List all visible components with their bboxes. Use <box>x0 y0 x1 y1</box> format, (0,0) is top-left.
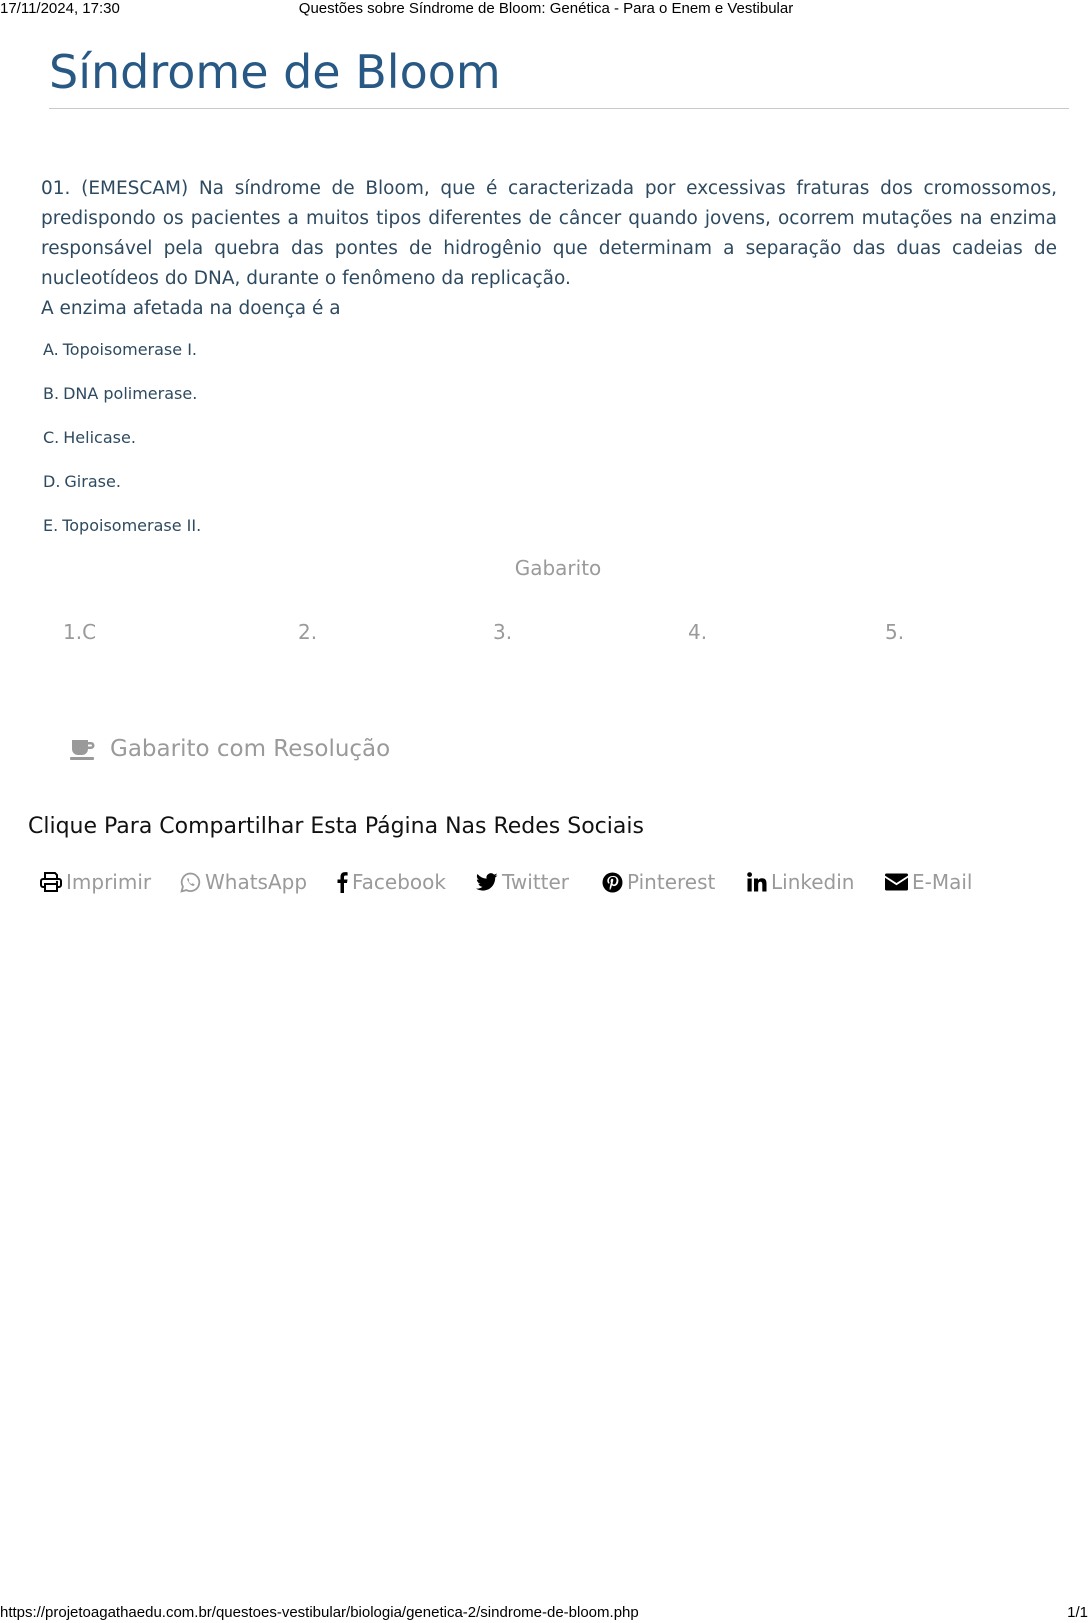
answer-key-5: 5. <box>885 620 905 644</box>
share-email-label: E-Mail <box>912 870 973 894</box>
option-letter: E. <box>43 516 59 535</box>
title-divider <box>49 108 1069 109</box>
gabarito-resolucao-label: Gabarito com Resolução <box>110 736 391 762</box>
share-linkedin-label: Linkedin <box>771 870 855 894</box>
gabarito-answers <box>0 620 1092 650</box>
share-facebook-label: Facebook <box>352 870 446 894</box>
share-facebook-button[interactable] <box>336 870 446 894</box>
option-letter: C. <box>43 428 60 447</box>
option-letter: A. <box>43 340 59 359</box>
share-whatsapp-button[interactable] <box>180 870 307 894</box>
print-url: https://projetoagathaedu.com.br/questoes-vestibular/biologia/genetica-2/sindrome-de-bloom.php <box>0 1604 639 1621</box>
share-pinterest-label: Pinterest <box>627 870 716 894</box>
page-title: Síndrome de Bloom <box>49 45 501 99</box>
share-email-button[interactable] <box>885 870 972 894</box>
question-stem: 01. (EMESCAM) Na síndrome de Bloom, que é caracterizada por excessivas fraturas dos cromossomos, predispondo os pacientes a muitos tipos diferentes de câncer quando jovens, ocorrem mutações na enzima responsável pela quebra das pontes de hidrogênio que determinam a separação das duas cadeias de nucleotídeos do DNA, durante o fenômeno da replicação. <box>41 178 1057 289</box>
print-page-count: 1/1 <box>1067 1604 1088 1621</box>
answer-options <box>43 335 201 555</box>
option-text: Girase. <box>64 472 121 491</box>
answer-key-3: 3. <box>493 620 513 644</box>
facebook-icon <box>336 871 348 893</box>
share-twitter-label: Twitter <box>502 870 570 894</box>
share-twitter-button[interactable] <box>476 870 569 894</box>
share-heading: Clique Para Compartilhar Esta Página Nas Redes Sociais <box>28 814 644 839</box>
gabarito-heading: Gabarito <box>514 556 602 580</box>
printer-icon <box>40 872 62 892</box>
answer-key-2: 2. <box>298 620 318 644</box>
option-text: Helicase. <box>63 428 136 447</box>
option-d[interactable] <box>43 467 201 511</box>
option-e[interactable] <box>43 511 201 555</box>
twitter-icon <box>476 873 498 891</box>
gabarito-resolucao-link[interactable] <box>70 736 390 762</box>
option-letter: B. <box>43 384 60 403</box>
question-prompt: A enzima afetada na doença é a <box>41 298 341 319</box>
linkedin-icon <box>747 872 767 892</box>
option-letter: D. <box>43 472 61 491</box>
answer-key-1: 1.C <box>63 620 97 644</box>
share-whatsapp-label: WhatsApp <box>205 870 308 894</box>
option-text: Topoisomerase II. <box>62 516 202 535</box>
coffee-cup-icon <box>70 738 96 760</box>
envelope-icon <box>885 873 908 891</box>
share-linkedin-button[interactable] <box>747 870 854 894</box>
option-a[interactable] <box>43 335 201 379</box>
option-b[interactable] <box>43 379 201 423</box>
option-text: DNA polimerase. <box>63 384 198 403</box>
answer-key-4: 4. <box>688 620 708 644</box>
print-datetime: 17/11/2024, 17:30 <box>0 0 120 17</box>
share-bar <box>40 870 1070 900</box>
whatsapp-icon <box>180 872 201 893</box>
share-print-button[interactable] <box>40 870 151 894</box>
print-header <box>0 0 1092 18</box>
question-block <box>41 174 1057 324</box>
option-text: Topoisomerase I. <box>62 340 197 359</box>
option-c[interactable] <box>43 423 201 467</box>
share-print-label: Imprimir <box>66 870 152 894</box>
pinterest-icon <box>602 872 623 893</box>
print-footer <box>0 1604 1092 1622</box>
print-document-title: Questões sobre Síndrome de Bloom: Genética - Para o Enem e Vestibular <box>298 0 794 17</box>
share-pinterest-button[interactable] <box>602 870 715 894</box>
